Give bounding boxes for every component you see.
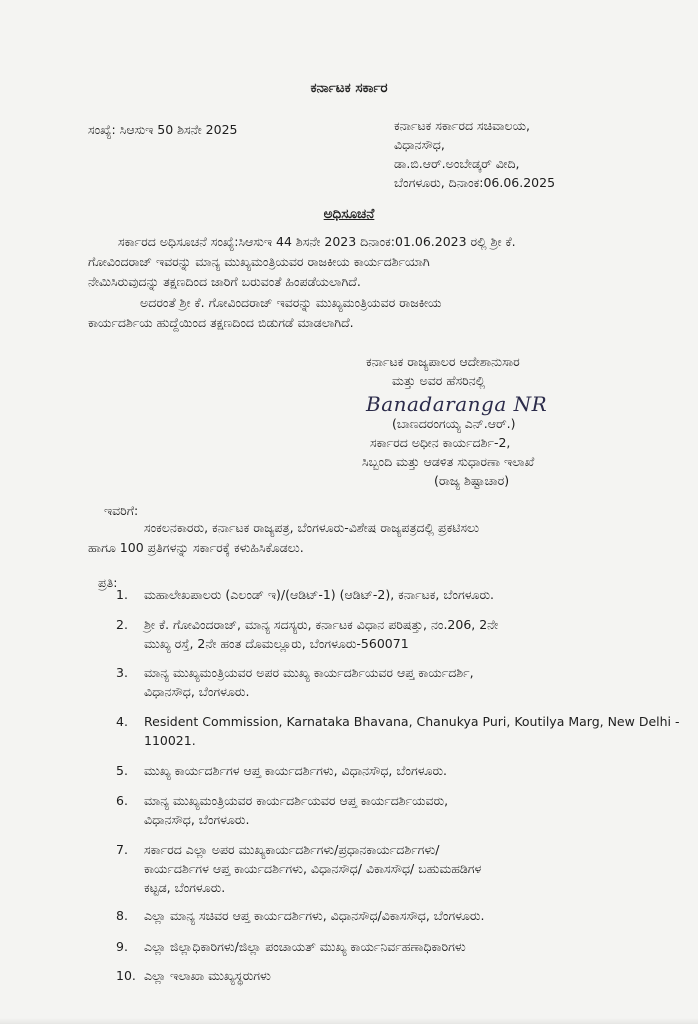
address-date-line: ಬೆಂಗಳೂರು, ದಿನಾಂಕ:06.06.2025 [394,175,556,190]
item-line: ಮಹಾಲೇಖಪಾಲರು (ಎಲಂಡ್ ಇ)/(ಆಡಿಟ್-1) (ಆಡಿಟ್-2), ಕರ್ನಾಟಕ, ಬೆಂಗಳೂರು. [144,587,495,602]
item-line: ಮಾನ್ಯ ಮುಖ್ಯಮಂತ್ರಿಯವರ ಕಾರ್ಯದರ್ಶಿಯವರ ಆಪ್ತ ಕಾರ್ಯದರ್ಶಿಯವರು, [144,793,449,808]
item-number: 1. [116,587,128,602]
to-label: ಇವರಿಗೆ: [104,503,139,518]
notice-title: ಅಧಿಸೂಚನೆ [323,206,375,222]
paragraph-line: ಸರ್ಕಾರದ ಅಧಿಸೂಚನೆ ಸಂಖ್ಯೆ:ಸಿಆಸುಇ 44 ಶಿಸನೇ 2023 ದಿನಾಂಕ:01.06.2023 ರಲ್ಲಿ ಶ್ರೀ ಕೆ. [118,234,516,249]
signatory-block [362,414,534,490]
list-item [116,761,447,780]
sender-address [394,116,555,192]
address-line: ಡಾ.ಬಿ.ಆರ್.ಅಂಬೇಡ್ಕರ್ ವೀದಿ, [394,156,520,171]
signatory-designation: ಸರ್ಕಾರದ ಅಧೀನ ಕಾರ್ಯದರ್ಶಿ-2, [370,435,511,450]
item-line: ವಿಧಾನಸೌಧ, ಬೆಂಗಳೂರು. [144,684,250,699]
item-number: 4. [116,714,128,729]
reference-number: ಸಂಖ್ಯೆ: ಸಿಆಸುಇ 50 ಶಿಸನೇ 2025 [88,122,238,137]
item-line: Resident Commission, Karnataka Bhavana, Chanukya Puri, Koutilya Marg, New Delhi - [144,714,680,729]
to-line: ಸಂಕಲನಕಾರರು, ಕರ್ನಾಟಕ ರಾಜ್ಯಪತ್ರ, ಬೆಂಗಳೂರು-ವಿಶೇಷ ರಾಜ್ಯಪತ್ರದಲ್ಲಿ ಪ್ರಕಟಿಸಲು [144,520,480,535]
page-bottom-edge [0,1018,698,1024]
signatory-department: ಸಿಬ್ಬಂದಿ ಮತ್ತು ಆಡಳಿತ ಸುಧಾರಣಾ ಇಲಾಖೆ [362,454,535,469]
list-item [116,906,484,925]
item-number: 2. [116,617,128,632]
item-line: ಮಾನ್ಯ ಮುಖ್ಯಮಂತ್ರಿಯವರ ಅಪರ ಮುಖ್ಯ ಕಾರ್ಯದರ್ಶಿಯವರ ಆಪ್ತ ಕಾರ್ಯದರ್ಶಿ, [144,665,474,680]
address-line: ಕರ್ನಾಟಕ ಸರ್ಕಾರದ ಸಚಿವಾಲಯ, [394,118,530,133]
signatory-section: (ರಾಜ್ಯ ಶಿಷ್ಟಾಚಾರ) [434,473,510,488]
notice-heading [0,206,698,222]
list-item [116,791,448,829]
order-by-line: ಮತ್ತು ಅವರ ಹೆಸರಿನಲ್ಲಿ [392,373,486,388]
list-item [116,840,481,897]
item-line: ಕಾರ್ಯದರ್ಶಿಗಳ ಆಪ್ತ ಕಾರ್ಯದರ್ಶಿಗಳು, ವಿಧಾನಸೌಧ/ ವಿಕಾಸಸೌಧ/ ಬಹುಮಹಡಿಗಳ [144,861,482,876]
item-line: ವಿಧಾನಸೌಧ, ಬೆಂಗಳೂರು. [144,812,250,827]
list-item [116,937,466,956]
document-title: ಕರ್ನಾಟಕ ಸರ್ಕಾರ [310,80,388,96]
paragraph-2 [88,293,656,333]
copies-label: ಪ್ರತಿ: [98,575,118,590]
paragraph-line: ಅದರಂತೆ ಶ್ರೀ ಕೆ. ಗೋವಿಂದರಾಜ್ ಇವರನ್ನು ಮುಖ್ಯಮಂತ್ರಿಯವರ ರಾಜಕೀಯ [140,295,442,310]
list-item [116,585,494,604]
item-number: 10. [116,968,136,983]
item-line: ಸರ್ಕಾರದ ಎಲ್ಲಾ ಅಪರ ಮುಖ್ಯಕಾರ್ಯದರ್ಶಿಗಳು/ಪ್ರಧಾನಕಾರ್ಯದರ್ಶಿಗಳು/ [144,842,440,857]
handwritten-signature: Banadaranga NR [366,392,548,416]
item-number: 3. [116,665,128,680]
item-line: ಎಲ್ಲಾ ಇಲಾಖಾ ಮುಖ್ಯಸ್ಥರುಗಳು [144,968,271,983]
order-by-line: ಕರ್ನಾಟಕ ರಾಜ್ಯಪಾಲರ ಆದೇಶಾನುಸಾರ [366,354,520,369]
item-line: ಶ್ರೀ ಕೆ. ಗೋವಿಂದರಾಜ್, ಮಾನ್ಯ ಸದಸ್ಯರು, ಕರ್ನಾಟಕ ವಿಧಾನ ಪರಿಷತ್ತು, ನಂ.206, 2ನೇ [144,617,499,632]
list-item [116,615,498,653]
item-number: 5. [116,763,128,778]
item-line: ಎಲ್ಲಾ ಮಾನ್ಯ ಸಚಿವರ ಆಪ್ತ ಕಾರ್ಯದರ್ಶಿಗಳು, ವಿಧಾನಸೌಧ/ವಿಕಾಸಸೌಧ, ಬೆಂಗಳೂರು. [144,908,485,923]
signatory-name: (ಬಾಣದರಂಗಯ್ಯ ಎನ್.ಆರ್.) [392,416,516,431]
paragraph-line: ನೇಮಿಸಿರುವುದನ್ನು ತಕ್ಷಣದಿಂದ ಜಾರಿಗೆ ಬರುವಂತೆ ಹಿಂಪಡೆಯಲಾಗಿದೆ. [88,274,361,289]
item-line: ಮುಖ್ಯ ಕಾರ್ಯದರ್ಶಿಗಳ ಆಪ್ತ ಕಾರ್ಯದರ್ಶಿಗಳು, ವಿಧಾನಸೌಧ, ಬೆಂಗಳೂರು. [144,763,448,778]
item-number: 9. [116,939,128,954]
list-item [116,966,271,985]
item-number: 6. [116,793,128,808]
to-line: ಹಾಗೂ 100 ಪ್ರತಿಗಳನ್ನು ಸರ್ಕಾರಕ್ಕೆ ಕಳುಹಿಸಿಕೊಡಲು. [88,540,304,555]
order-by-block [366,352,520,390]
list-item [116,712,680,750]
item-line: 110021. [144,733,196,748]
paragraph-1 [88,232,656,292]
item-number: 7. [116,842,128,857]
list-item [116,663,474,701]
item-line: ಎಲ್ಲಾ ಜಿಲ್ಲಾಧಿಕಾರಿಗಳು/ಜಿಲ್ಲಾ ಪಂಚಾಯತ್ ಮುಖ್ಯ ಕಾರ್ಯನಿರ್ವಹಣಾಧಿಕಾರಿಗಳು [144,939,466,954]
item-line: ಮುಖ್ಯ ರಸ್ತೆ, 2ನೇ ಹಂತ ದೊಮಲ್ಲೂರು, ಬೆಂಗಳೂರು-560071 [144,636,409,651]
paragraph-line: ಕಾರ್ಯದರ್ಶಿಯ ಹುದ್ದೆಯಿಂದ ತಕ್ಷಣದಿಂದ ಬಿಡುಗಡೆ ಮಾಡಲಾಗಿದೆ. [88,315,354,330]
item-line: ಕಟ್ಟಡ, ಬೆಂಗಳೂರು. [144,880,226,895]
address-line: ವಿಧಾನಸೌಧ, [394,137,445,152]
to-recipient [88,518,656,558]
item-number: 8. [116,908,128,923]
paragraph-line: ಗೋವಿಂದರಾಜ್ ಇವರನ್ನು ಮಾನ್ಯ ಮುಖ್ಯಮಂತ್ರಿಯವರ ರಾಜಕೀಯ ಕಾರ್ಯದರ್ಶಿಯಾಗಿ [88,254,430,269]
